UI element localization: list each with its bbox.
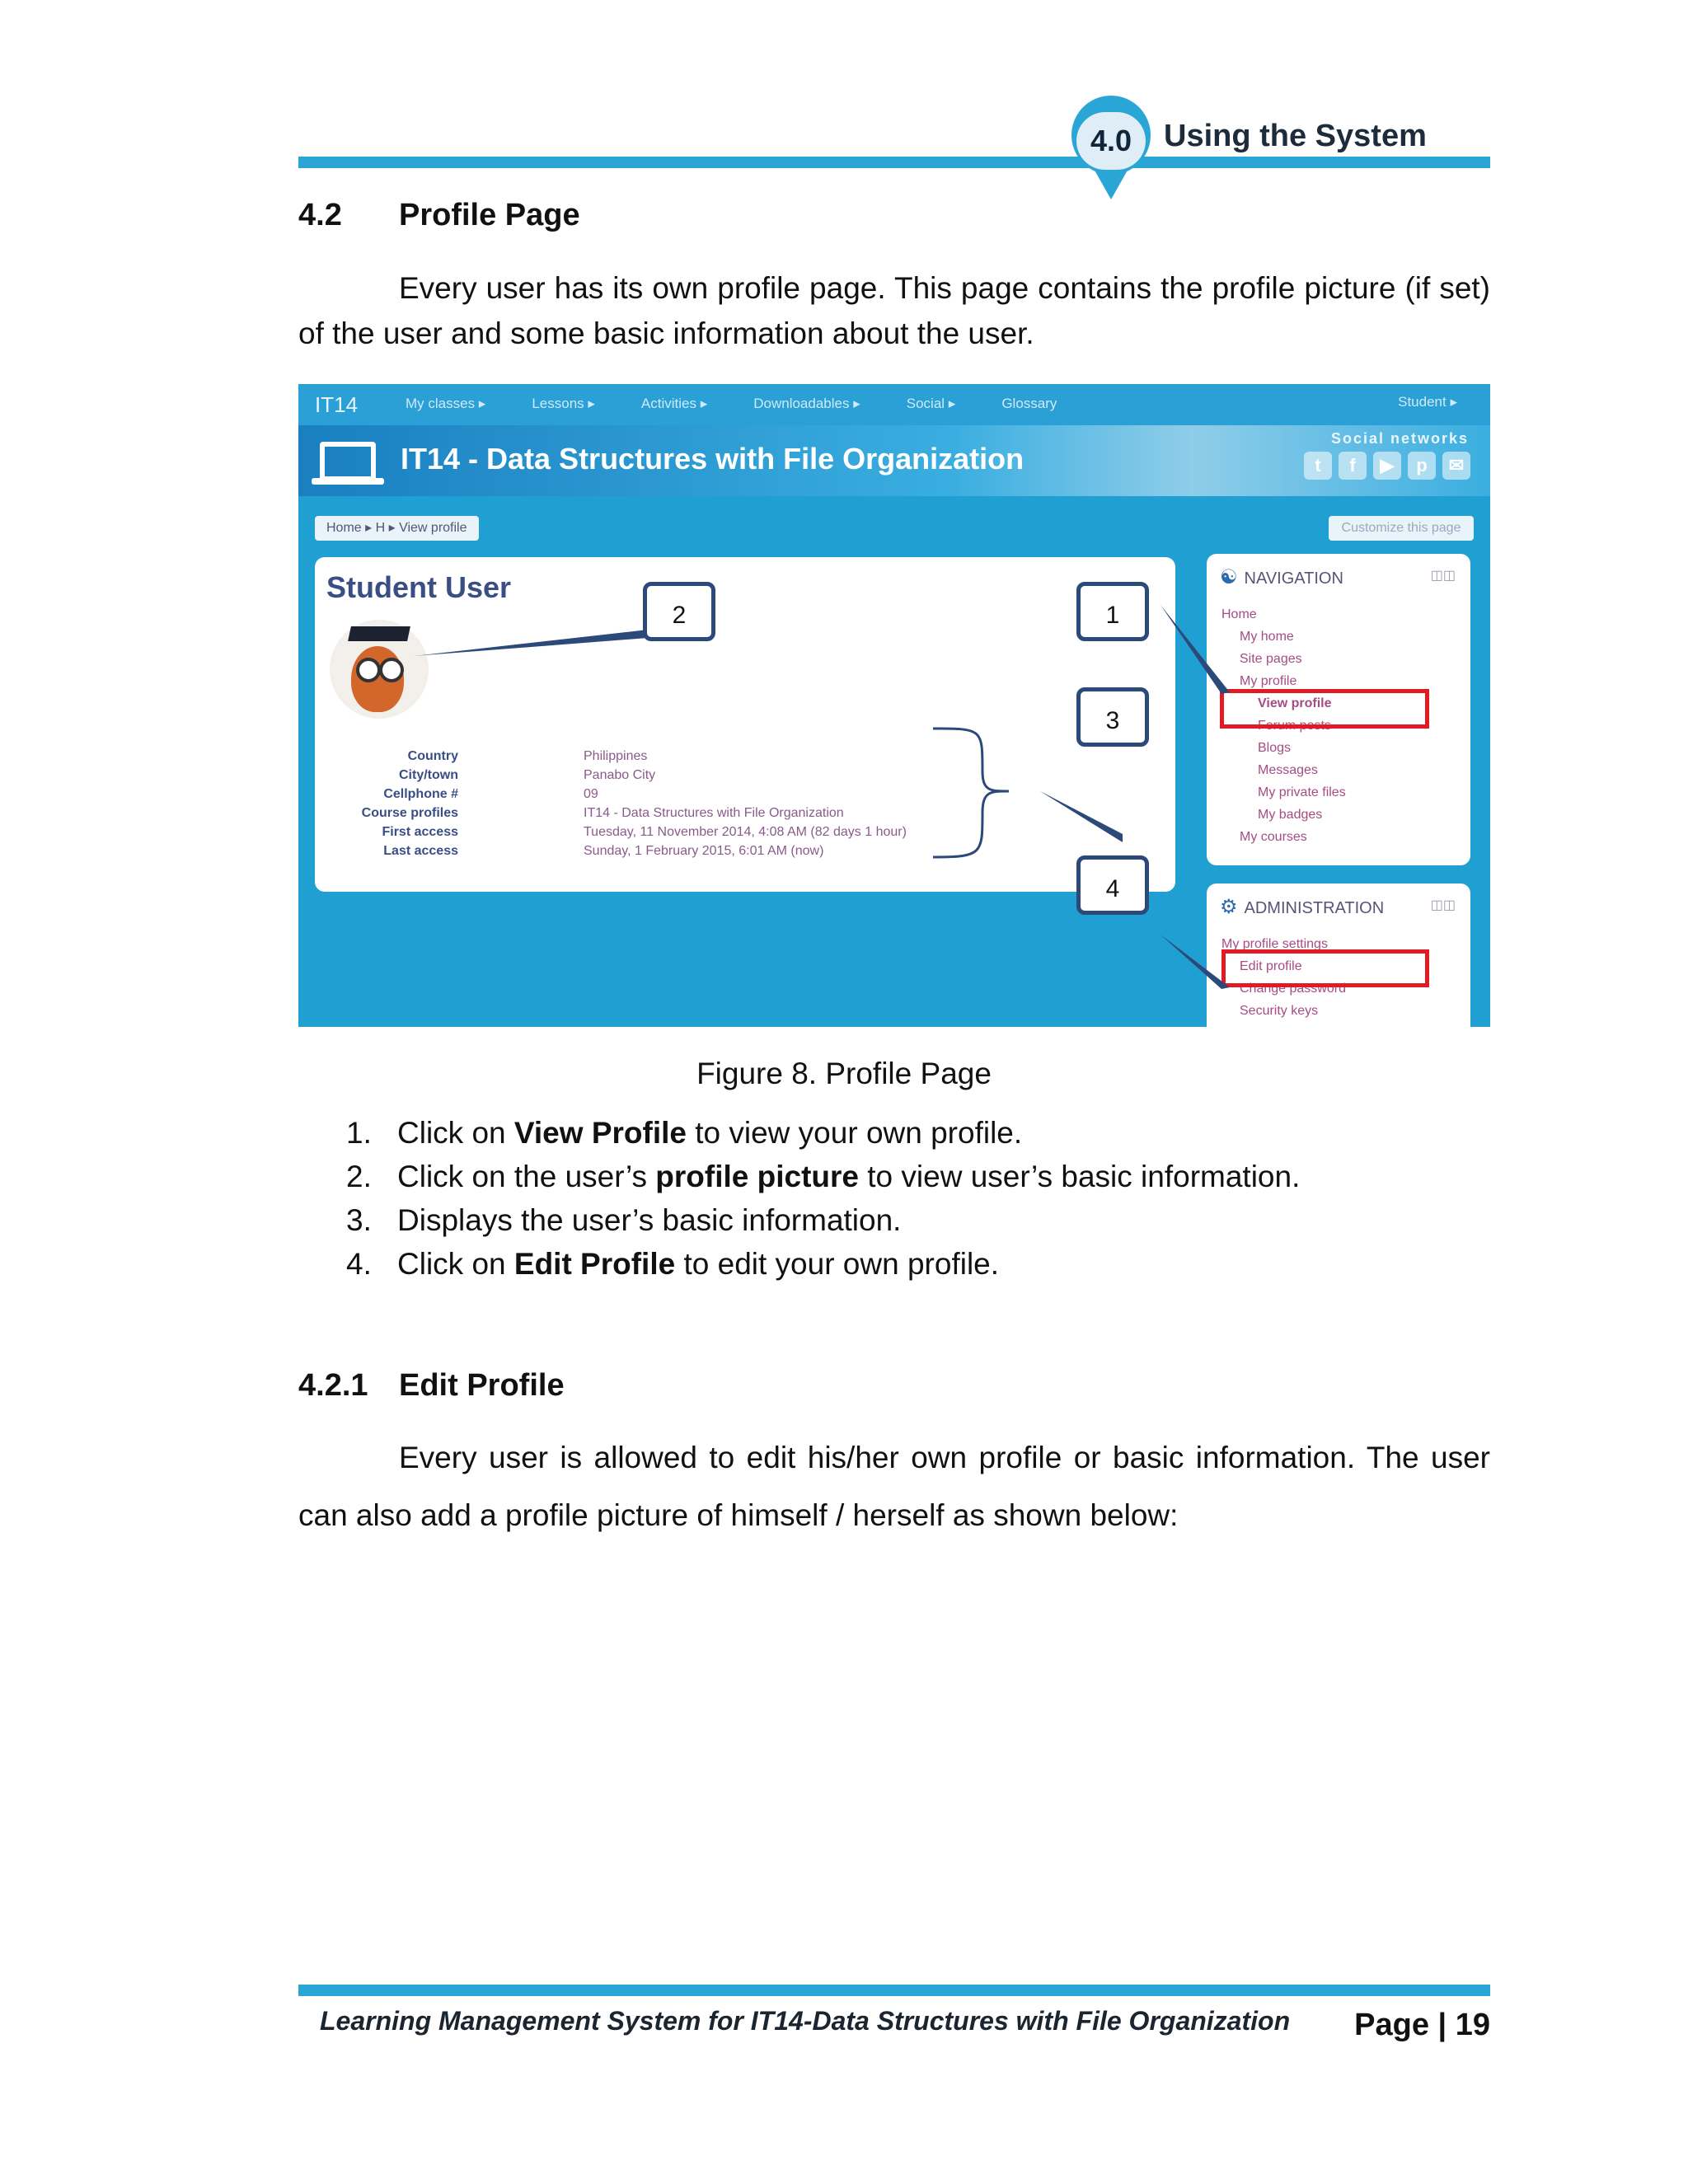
header-rule xyxy=(298,157,1490,168)
nav-forum-posts[interactable]: Forum posts xyxy=(1258,719,1331,733)
section-paragraph xyxy=(298,265,1490,356)
admin-profile-settings[interactable]: My profile settings xyxy=(1221,937,1328,951)
menu-my-classes[interactable]: My classes ▸ xyxy=(406,396,486,411)
facebook-icon[interactable]: f xyxy=(1339,452,1367,480)
steps-list xyxy=(346,1111,1300,1286)
section-title: Profile Page xyxy=(399,198,580,232)
sitemap-icon: ☯ xyxy=(1220,566,1238,588)
profile-page-screenshot xyxy=(298,384,1490,1027)
admin-security-keys[interactable]: Security keys xyxy=(1240,1004,1319,1018)
gears-icon: ⚙ xyxy=(1220,896,1238,918)
footer-title: Learning Management System for IT14-Data Structures with File Organization xyxy=(320,2006,1291,2036)
user-name: Student User xyxy=(326,570,512,604)
page-number: Page | 19 xyxy=(1354,2008,1490,2042)
nav-my-home[interactable]: My home xyxy=(1240,630,1294,644)
label-first-access: First access xyxy=(382,825,458,839)
subsection-number: 4.2.1 xyxy=(298,1368,368,1403)
menu-activities[interactable]: Activities ▸ xyxy=(640,396,708,411)
footer-rule xyxy=(298,1985,1490,1996)
subsection-heading xyxy=(298,1368,565,1404)
callout-3: 3 xyxy=(1076,687,1149,747)
site-brand[interactable]: IT14 xyxy=(315,392,359,417)
subsection-paragraph-text: Every user is allowed to edit his/her own profile or basic information. The user can also add a profile picture of himself / herself as shown below: xyxy=(298,1441,1490,1532)
label-course-profiles: Course profiles xyxy=(361,806,458,820)
callout-pointers xyxy=(298,384,1490,1027)
pointer-3 xyxy=(1040,791,1123,842)
menu-social[interactable]: Social ▸ xyxy=(906,396,956,411)
menu-lessons[interactable]: Lessons ▸ xyxy=(532,396,595,411)
list-item: 1. Click on View Profile to view your own profile. xyxy=(346,1116,1023,1150)
nav-blogs[interactable]: Blogs xyxy=(1258,741,1292,755)
value-last-access: Sunday, 1 February 2015, 6:01 AM (now) xyxy=(584,844,824,858)
header-section-title: Using the System xyxy=(1164,119,1427,153)
subsection-paragraph xyxy=(298,1429,1490,1544)
section-number: 4.2 xyxy=(298,198,342,232)
label-last-access: Last access xyxy=(383,844,458,858)
social-label: Social networks xyxy=(1330,430,1469,447)
value-country: Philippines xyxy=(584,749,648,763)
pointer-2 xyxy=(414,630,648,656)
block-controls-icon[interactable]: ◫◫ xyxy=(1430,569,1456,583)
pinterest-icon[interactable]: p xyxy=(1408,452,1436,480)
figure-caption: Figure 8. Profile Page xyxy=(696,1057,992,1090)
label-cellphone: Cellphone # xyxy=(383,787,458,801)
header-section-number: 4.0 xyxy=(1090,124,1132,157)
menu-glossary[interactable]: Glossary xyxy=(1001,396,1057,411)
nav-messages[interactable]: Messages xyxy=(1258,763,1318,777)
nav-my-profile[interactable]: My profile xyxy=(1240,674,1297,688)
course-title: IT14 - Data Structures with File Organization xyxy=(401,442,1025,476)
value-first-access: Tuesday, 11 November 2014, 4:08 AM (82 days 1 hour) xyxy=(584,825,907,839)
admin-edit-profile[interactable]: Edit profile xyxy=(1240,959,1302,973)
value-city: Panabo City xyxy=(584,768,656,782)
nav-view-profile[interactable]: View profile xyxy=(1258,696,1332,710)
admin-change-password[interactable]: Change password xyxy=(1240,982,1346,996)
subsection-title: Edit Profile xyxy=(399,1368,565,1403)
nav-site-pages[interactable]: Site pages xyxy=(1240,652,1302,666)
nav-my-courses[interactable]: My courses xyxy=(1240,830,1307,844)
section-paragraph-text: Every user has its own profile page. This page contains the profile picture (if set) of the user and some basic information about the user. xyxy=(298,271,1490,350)
value-course-profile-link[interactable]: IT14 - Data Structures with File Organization xyxy=(584,806,844,820)
callout-4: 4 xyxy=(1076,855,1149,915)
user-menu[interactable]: Student ▸ xyxy=(1398,394,1457,410)
label-city: City/town xyxy=(399,768,458,782)
youtube-icon[interactable]: ▶ xyxy=(1373,452,1401,480)
twitter-icon[interactable]: t xyxy=(1304,452,1332,480)
value-cellphone: 09 xyxy=(584,787,598,801)
callout-2: 2 xyxy=(643,582,715,641)
info-bracket xyxy=(933,729,1009,857)
nav-home[interactable]: Home xyxy=(1221,607,1257,621)
block-controls-icon[interactable]: ◫◫ xyxy=(1430,898,1456,912)
email-icon[interactable]: ✉ xyxy=(1442,452,1470,480)
customize-page-button[interactable]: Customize this page xyxy=(1329,516,1474,541)
section-heading xyxy=(298,198,580,233)
label-country: Country xyxy=(407,749,458,763)
pointer-4 xyxy=(1160,935,1230,989)
breadcrumb[interactable]: Home ▸ H ▸ View profile xyxy=(315,516,479,541)
callout-1: 1 xyxy=(1076,582,1149,641)
list-item: 4. Click on Edit Profile to edit your own profile. xyxy=(346,1247,1000,1281)
list-item: 2. Click on the user’s profile picture to view user’s basic information. xyxy=(346,1160,1301,1193)
nav-badges[interactable]: My badges xyxy=(1258,808,1323,822)
list-item: 3. Displays the user’s basic information. xyxy=(346,1203,902,1237)
pointer-1 xyxy=(1160,605,1230,694)
nav-private-files[interactable]: My private files xyxy=(1258,785,1346,799)
administration-title: ⚙ ADMINISTRATION xyxy=(1220,896,1385,918)
navigation-title: ☯ NAVIGATION xyxy=(1220,566,1343,588)
menu-downloadables[interactable]: Downloadables ▸ xyxy=(753,396,860,411)
